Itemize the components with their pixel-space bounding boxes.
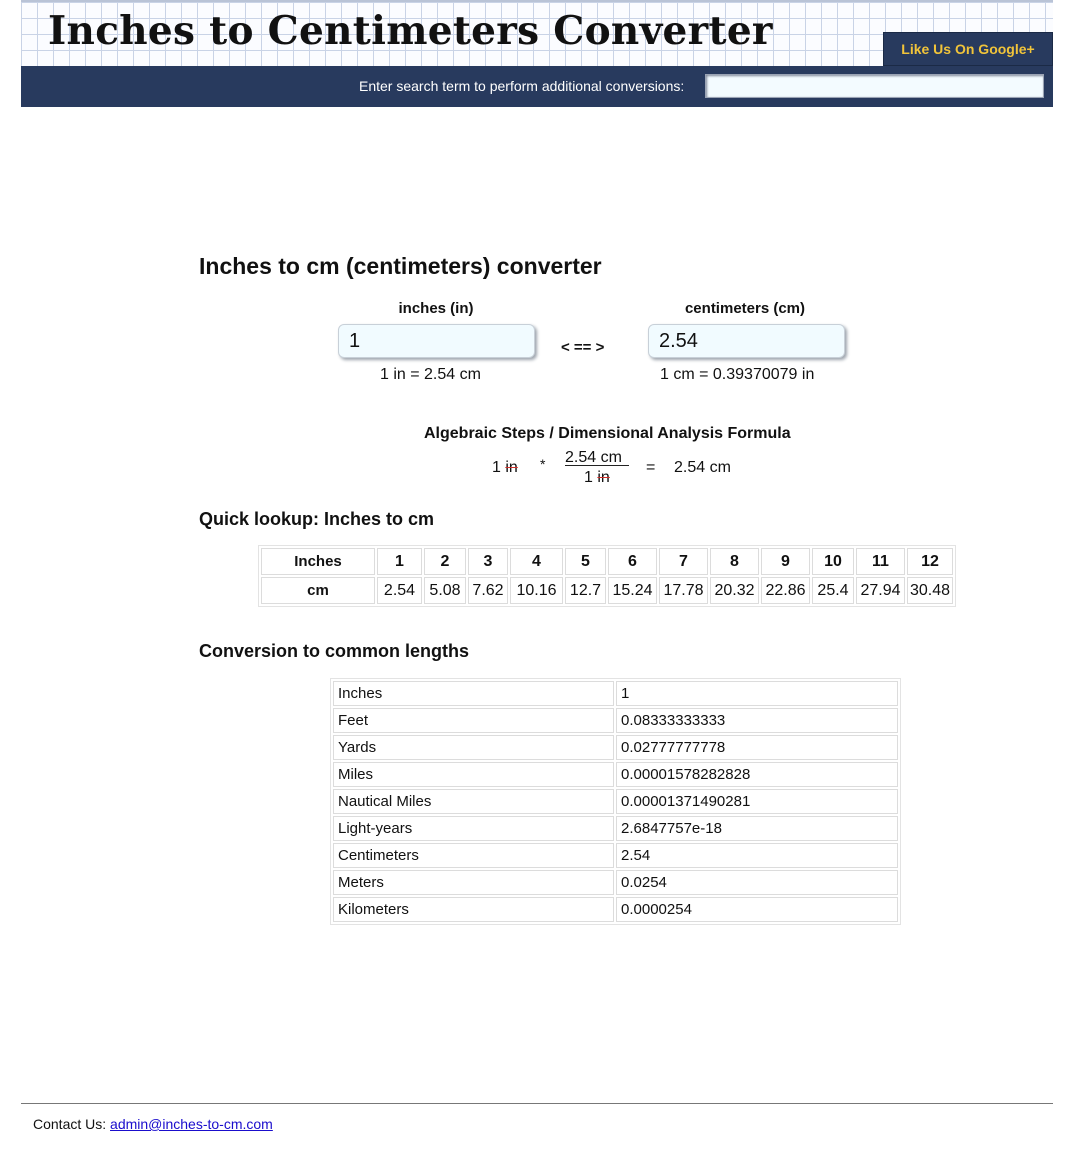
table-cell: 27.94 [856, 577, 905, 604]
unit-cell: Light-years [333, 816, 614, 841]
inches-label: inches (in) [398, 300, 474, 317]
table-cell: 7 [659, 548, 708, 575]
formula-times: * [540, 456, 546, 472]
table-cell: 6 [608, 548, 657, 575]
value-cell: 0.00001371490281 [616, 789, 898, 814]
contact-email-link[interactable]: admin@inches-to-cm.com [110, 1116, 273, 1132]
table-cell: 12.7 [565, 577, 606, 604]
table-cell: 22.86 [761, 577, 810, 604]
table-cell: 17.78 [659, 577, 708, 604]
centimeters-label: centimeters (cm) [684, 300, 806, 317]
inches-input[interactable] [338, 324, 535, 358]
table-row [333, 708, 898, 733]
formula-lhs [492, 459, 518, 477]
table-row [261, 577, 953, 604]
value-cell: 0.0000254 [616, 897, 898, 922]
formula-denominator-number: 1 [584, 469, 593, 486]
quick-lookup-title: Quick lookup: Inches to cm [199, 509, 435, 529]
table-row [333, 843, 898, 868]
table-cell: 4 [510, 548, 563, 575]
table-row [333, 762, 898, 787]
table-cell: 2 [424, 548, 466, 575]
cm-row-header: cm [261, 577, 375, 604]
footer [33, 1116, 273, 1132]
table-cell: 15.24 [608, 577, 657, 604]
table-cell: 2.54 [377, 577, 422, 604]
unit-cell: Centimeters [333, 843, 614, 868]
value-cell: 0.08333333333 [616, 708, 898, 733]
formula-heading: Algebraic Steps / Dimensional Analysis Formula [424, 425, 791, 442]
search-input[interactable] [705, 74, 1044, 98]
fraction-line [565, 465, 629, 466]
table-cell: 12 [907, 548, 953, 575]
table-row [333, 735, 898, 760]
inches-row-header: Inches [261, 548, 375, 575]
table-cell: 5 [565, 548, 606, 575]
table-cell: 7.62 [468, 577, 508, 604]
search-bar [21, 66, 1053, 107]
inch-ratio-text: 1 in = 2.54 cm [380, 366, 481, 383]
value-cell: 2.54 [616, 843, 898, 868]
site-header [21, 0, 1053, 66]
table-cell: 9 [761, 548, 810, 575]
table-row [333, 897, 898, 922]
table-row [333, 681, 898, 706]
table-cell: 10 [812, 548, 854, 575]
formula-denominator-unit: in [597, 469, 610, 486]
table-cell: 30.48 [907, 577, 953, 604]
formula-equals: = [646, 459, 656, 476]
table-row [333, 789, 898, 814]
table-cell: 11 [856, 548, 905, 575]
unit-cell: Nautical Miles [333, 789, 614, 814]
footer-divider [21, 1103, 1053, 1104]
table-cell: 10.16 [510, 577, 563, 604]
unit-cell: Inches [333, 681, 614, 706]
table-cell: 20.32 [710, 577, 759, 604]
table-cell: 8 [710, 548, 759, 575]
page-title: Inches to cm (centimeters) converter [199, 253, 602, 279]
table-cell: 25.4 [812, 577, 854, 604]
formula-lhs-unit: in [505, 459, 518, 476]
unit-cell: Feet [333, 708, 614, 733]
formula-lhs-number: 1 [492, 459, 501, 476]
formula-denominator [584, 469, 610, 487]
common-lengths-table [330, 678, 901, 925]
unit-cell: Meters [333, 870, 614, 895]
value-cell: 0.02777777778 [616, 735, 898, 760]
table-cell: 5.08 [424, 577, 466, 604]
cm-ratio-text: 1 cm = 0.39370079 in [660, 366, 815, 383]
formula-numerator: 2.54 cm [565, 449, 622, 466]
contact-label: Contact Us: [33, 1116, 107, 1132]
table-cell: 3 [468, 548, 508, 575]
conversion-arrow: < == > [561, 339, 605, 356]
unit-cell: Miles [333, 762, 614, 787]
value-cell: 1 [616, 681, 898, 706]
like-google-plus-button[interactable]: Like Us On Google+ [883, 32, 1053, 66]
value-cell: 0.00001578282828 [616, 762, 898, 787]
value-cell: 0.0254 [616, 870, 898, 895]
unit-cell: Yards [333, 735, 614, 760]
quick-lookup-table [258, 545, 956, 607]
formula-result: 2.54 cm [674, 459, 731, 476]
value-cell: 2.6847757e-18 [616, 816, 898, 841]
unit-cell: Kilometers [333, 897, 614, 922]
search-label: Enter search term to perform additional conversions: [359, 78, 685, 94]
table-cell: 1 [377, 548, 422, 575]
table-row [261, 548, 953, 575]
table-row [333, 816, 898, 841]
table-row [333, 870, 898, 895]
centimeters-input[interactable] [648, 324, 845, 358]
common-lengths-title: Conversion to common lengths [199, 641, 470, 661]
site-title[interactable]: Inches to Centimeters Converter [48, 8, 773, 54]
